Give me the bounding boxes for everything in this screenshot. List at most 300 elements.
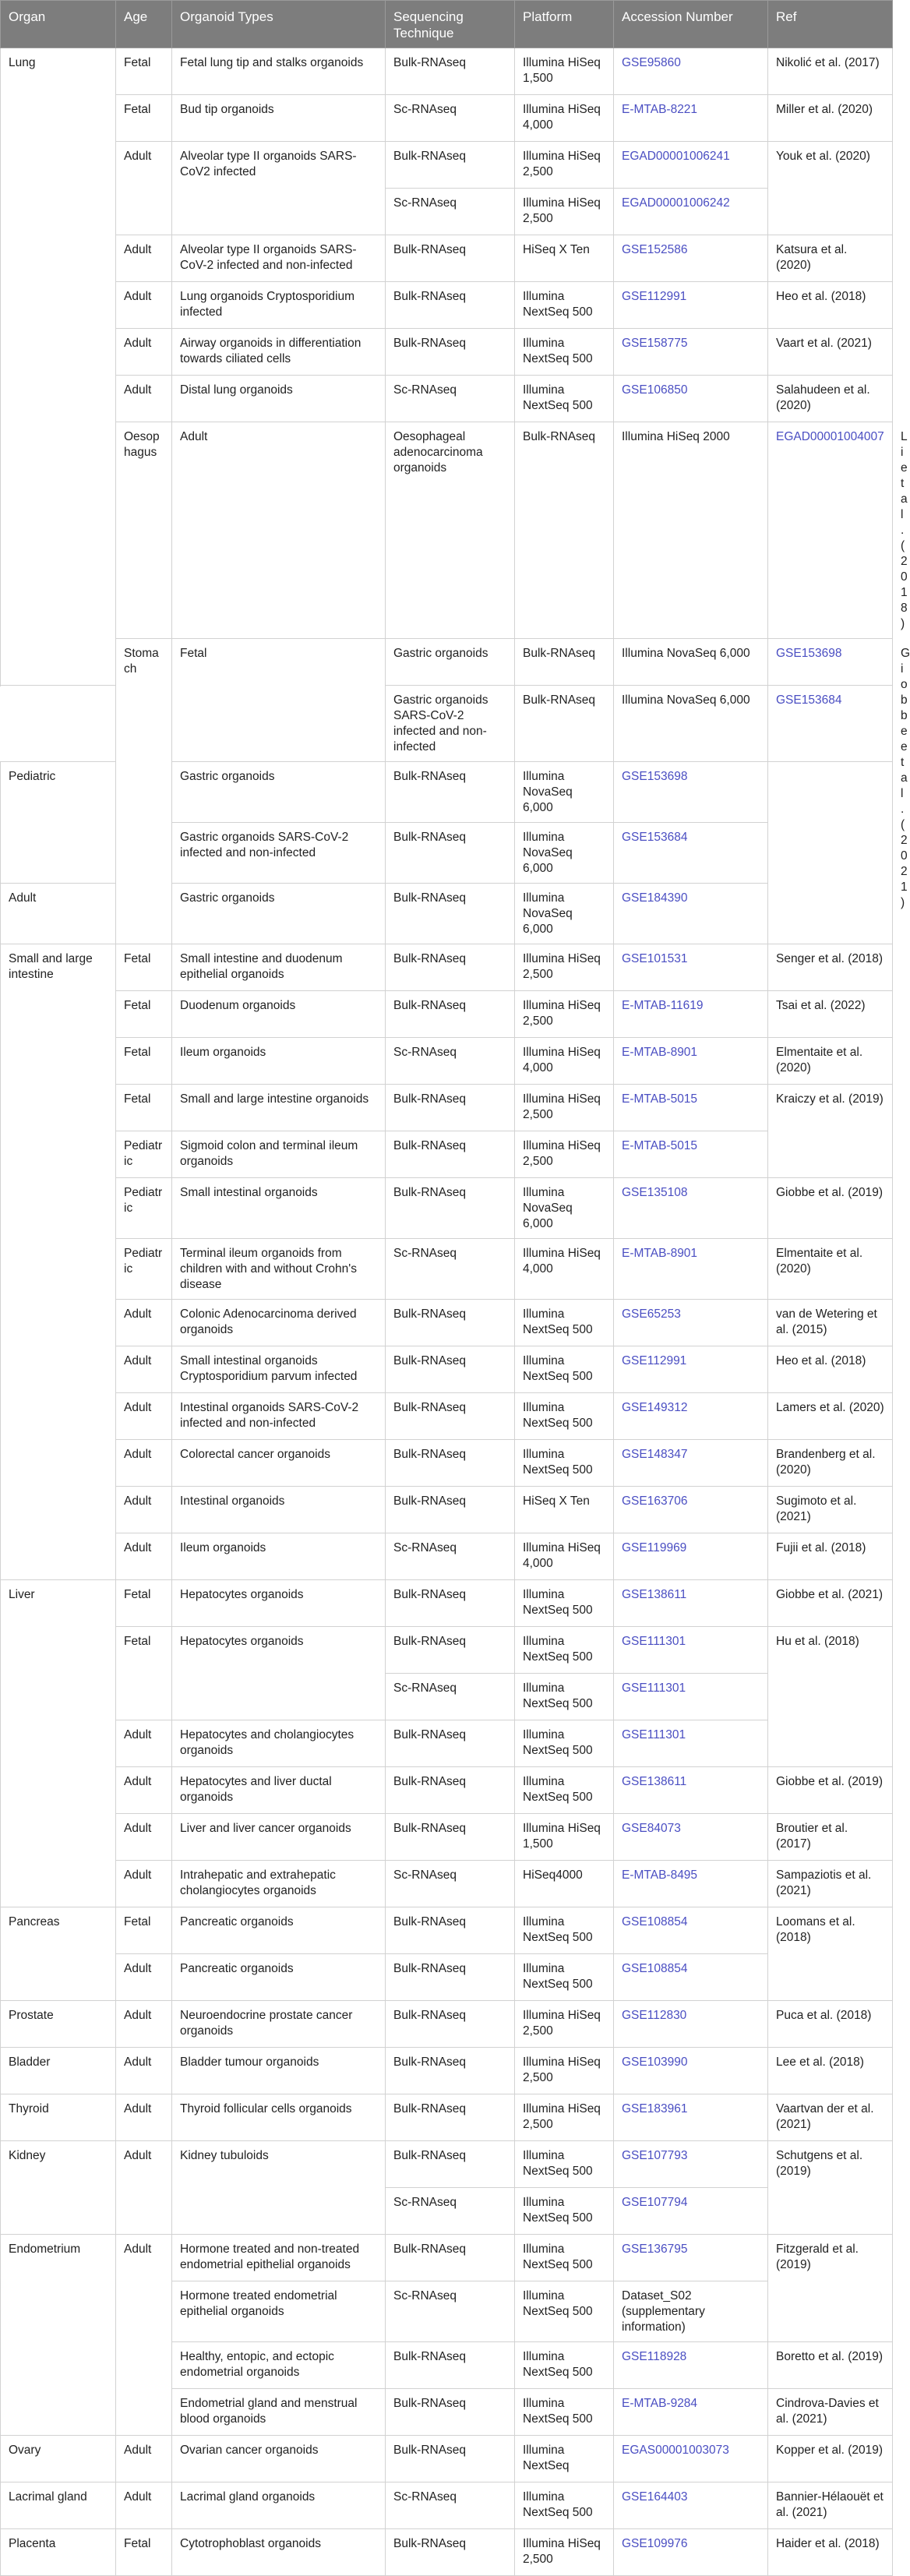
accession-link[interactable]: GSE107794: [622, 2196, 688, 2209]
accession-link[interactable]: EGAD00001004007: [776, 430, 884, 443]
sequencing-technique-cell: Bulk-RNAseq: [386, 235, 515, 282]
accession-link[interactable]: GSE138611: [622, 1588, 687, 1601]
organ-cell: Thyroid: [1, 2094, 116, 2141]
header-accession-number: Accession Number: [614, 1, 768, 48]
accession-link[interactable]: GSE108854: [622, 1962, 688, 1975]
organoid-type-cell: Small intestine and duodenum epithelial organoids: [172, 944, 386, 991]
accession-cell: [614, 1346, 768, 1393]
accession-cell: [614, 1487, 768, 1533]
accession-cell: [614, 1954, 768, 2001]
organ-cell: Stomach: [116, 639, 172, 944]
organoid-type-cell: Bud tip organoids: [172, 95, 386, 142]
organoid-type-cell: Pancreatic organoids: [172, 1954, 386, 2001]
sequencing-technique-cell: Bulk-RNAseq: [386, 142, 515, 189]
age-cell: Adult: [116, 2048, 172, 2094]
organoid-type-cell: Hormone treated endometrial epithelial organoids: [172, 2281, 386, 2342]
sequencing-technique-cell: Bulk-RNAseq: [386, 2141, 515, 2188]
age-cell: Adult: [116, 1393, 172, 1440]
accession-link[interactable]: GSE148347: [622, 1448, 688, 1461]
age-cell: Fetal: [116, 1085, 172, 1131]
sequencing-technique-cell: Bulk-RNAseq: [386, 823, 515, 884]
sequencing-technique-cell: Bulk-RNAseq: [386, 2436, 515, 2482]
sequencing-technique-cell: Bulk-RNAseq: [386, 1627, 515, 1674]
accession-cell: [614, 884, 768, 944]
age-cell: Fetal: [116, 2529, 172, 2576]
sequencing-technique-cell: Bulk-RNAseq: [386, 2001, 515, 2048]
ref-cell: Giobbe et al. (2021): [768, 1580, 893, 1627]
age-cell: Adult: [116, 1533, 172, 1580]
ref-cell: Sampaziotis et al. (2021): [768, 1861, 893, 1907]
sequencing-technique-cell: Sc-RNAseq: [386, 1861, 515, 1907]
platform-cell: Illumina NextSeq 500: [515, 1767, 614, 1814]
header-age: Age: [116, 1, 172, 48]
accession-link[interactable]: EGAD00001006241: [622, 150, 730, 163]
organ-cell: Pancreas: [1, 1907, 116, 2001]
accession-cell: [614, 2389, 768, 2436]
ref-cell: Tsai et al. (2022): [768, 991, 893, 1038]
organoid-type-cell: Healthy, entopic, and ectopic endometrial organoids: [172, 2342, 386, 2389]
ref-cell: Sugimoto et al. (2021): [768, 1487, 893, 1533]
platform-cell: Illumina NextSeq 500: [515, 1674, 614, 1720]
platform-cell: Illumina NextSeq 500: [515, 1393, 614, 1440]
accession-link[interactable]: GSE135108: [622, 1186, 688, 1199]
accession-link[interactable]: GSE152586: [622, 243, 688, 256]
accession-link[interactable]: GSE107793: [622, 2149, 688, 2162]
ref-cell: Salahudeen et al. (2020): [768, 376, 893, 422]
organ-cell: Liver: [1, 1580, 116, 1907]
organoid-type-cell: Liver and liver cancer organoids: [172, 1814, 386, 1861]
age-cell: Pediatric: [1, 762, 116, 884]
sequencing-technique-cell: Bulk-RNAseq: [515, 639, 614, 686]
sequencing-technique-cell: Bulk-RNAseq: [386, 1178, 515, 1239]
age-cell: Fetal: [116, 1580, 172, 1627]
sequencing-technique-cell: Bulk-RNAseq: [386, 282, 515, 329]
platform-cell: Illumina NextSeq 500: [515, 1954, 614, 2001]
age-cell: Adult: [116, 282, 172, 329]
platform-cell: Illumina NextSeq 500: [515, 1346, 614, 1393]
ref-cell: Boretto et al. (2019): [768, 2342, 893, 2389]
platform-cell: Illumina NextSeq 500: [515, 2482, 614, 2529]
age-cell: Fetal: [116, 95, 172, 142]
organ-cell: Placenta: [1, 2529, 116, 2576]
accession-link[interactable]: GSE153698: [622, 770, 688, 783]
ref-cell: Giobbe et al. (2019): [768, 1178, 893, 1239]
organoid-type-cell: Colorectal cancer organoids: [172, 1440, 386, 1487]
accession-link[interactable]: E-MTAB-5015: [622, 1092, 698, 1106]
ref-cell: Bannier-Hélaouët et al. (2021): [768, 2482, 893, 2529]
ref-cell: Schutgens et al. (2019): [768, 2141, 893, 2235]
header-organ: Organ: [1, 1, 116, 48]
organoid-type-cell: Hepatocytes and liver ductal organoids: [172, 1767, 386, 1814]
organoid-type-cell: Hepatocytes organoids: [172, 1580, 386, 1627]
accession-cell: [614, 1038, 768, 1085]
age-cell: Adult: [116, 1440, 172, 1487]
accession-cell: [768, 422, 893, 639]
organoid-type-cell: Bladder tumour organoids: [172, 2048, 386, 2094]
header-row: [1, 1, 893, 48]
header-platform: Platform: [515, 1, 614, 48]
organoid-type-cell: Hormone treated and non-treated endometrial epithelial organoids: [172, 2235, 386, 2281]
header-ref: Ref: [768, 1, 893, 48]
accession-link[interactable]: E-MTAB-8901: [622, 1247, 698, 1260]
accession-link[interactable]: GSE111301: [622, 1635, 686, 1648]
sequencing-technique-cell: Sc-RNAseq: [386, 1674, 515, 1720]
organoid-type-cell: Small and large intestine organoids: [172, 1085, 386, 1131]
ref-cell: Lee et al. (2018): [768, 2048, 893, 2094]
sequencing-technique-cell: Sc-RNAseq: [386, 376, 515, 422]
sequencing-technique-cell: Bulk-RNAseq: [386, 2235, 515, 2281]
organoid-type-cell: Hepatocytes and cholangiocytes organoids: [172, 1720, 386, 1767]
ref-cell: Fujii et al. (2018): [768, 1533, 893, 1580]
ref-cell: Elmentaite et al. (2020): [768, 1038, 893, 1085]
accession-link[interactable]: GSE183961: [622, 2102, 688, 2115]
accession-link[interactable]: GSE111301: [622, 1728, 686, 1741]
accession-cell: [614, 2281, 768, 2342]
organoid-type-cell: Lacrimal gland organoids: [172, 2482, 386, 2529]
accession-cell: [614, 142, 768, 189]
accession-link[interactable]: GSE158775: [622, 337, 688, 350]
platform-cell: Illumina NovaSeq 6,000: [614, 686, 768, 762]
organoid-type-cell: Endometrial gland and menstrual blood organoids: [172, 2389, 386, 2436]
sequencing-technique-cell: Sc-RNAseq: [386, 189, 515, 235]
accession-link[interactable]: GSE138611: [622, 1775, 687, 1788]
accession-link[interactable]: GSE106850: [622, 383, 688, 397]
table-body: Lung Fetal Fetal lung tip and stalks organoids Bulk-RNAseq Illumina HiSeq 1,500 GSE95860 Nikolić et al. (2017) Fetal Bud tip organoids Sc-RNAseq Illumina HiSeq 4,000 E-MTAB-8221 Miller et al. (2020) Adult Alveolar type II organoids SARS-CoV2 infected Bulk-RNAseq Illumina HiSeq 2,500 EGAD00001006241 Youk et al. (2020) Sc-RNAseq Illumina HiSeq 2,500 EGAD00001006242 Adult Alveolar type II organoids SARS-CoV-2 infected and non-infected Bulk-RNAseq HiSeq X Ten GSE152586 Katsura et al. (2020) Adult Lung organoids Cryptosporidium infected Bulk-RNAseq Illumina NextSeq 500 GSE112991 Heo et al. (2018) Adult Airway organoids in differentiation towards ciliated cells Bulk-RNAseq Illumina NextSeq 500 GSE158775 Vaart et al. (2021) Adult Distal lung organoids Sc-RNAseq Illumina NextSeq 500 GSE106850 Salahudeen et al. (2020) Oesophagus Adult Oesophageal adenocarcinoma organoids Bulk-RNAseq Illumina HiSeq 2000 EGAD00001004007 Li et al. (2018) Stomach Fetal Gastric organoids Bulk-RNAseq Illumina NovaSeq 6,000 GSE153698 Giobbe et al. (2021) Gastric organoids SARS-CoV-2 infected and non-infected Bulk-RNAseq Illumina NovaSeq 6,000 GSE153684 Pediatric Gastric organoids Bulk-RNAseq Illumina NovaSeq 6,000 GSE153698 Gastric organoids SARS-CoV-2 infected and non-infected Bulk-RNAseq Illumina NovaSeq 6,000 GSE153684 Adult Gastric organoids Bulk-RNAseq Illumina NovaSeq 6,000 GSE184390 Small and large intestine Fetal Small intestine and duodenum epithelial organoids Bulk-RNAseq Illumina HiSeq 2,500 GSE101531 Senger et al. (2018) Fetal Duodenum organoids Bulk-RNAseq Illumina HiSeq 2,500 E-MTAB-11619 Tsai et al. (2022) Fetal Ileum organoids Sc-RNAseq Illumina HiSeq 4,000 E-MTAB-8901 Elmentaite et al. (2020) Fetal Small and large intestine organoids Bulk-RNAseq Illumina HiSeq 2,500 E-MTAB-5015 Kraiczy et al. (2019) Pediatric Sigmoid colon and terminal ileum organoids Bulk-RNAseq Illumina HiSeq 2,500 E-MTAB-5015 Pediatric Small intestinal organoids Bulk-RNAseq Illumina NovaSeq 6,000 GSE135108 Giobbe et al. (2019) Pediatric Terminal ileum organoids from children with and without Crohn's disease Sc-RNAseq Illumina HiSeq 4,000 E-MTAB-8901 Elmentaite et al. (2020) Adult Colonic Adenocarcinoma derived organoids Bulk-RNAseq Illumina NextSeq 500 GSE65253 van de Wetering et al. (2015) Adult Small intestinal organoids Cryptosporidium parvum infected Bulk-RNAseq Illumina NextSeq 500 GSE112991 Heo et al. (2018) Adult Intestinal organoids SARS-CoV-2 infected and non-infected Bulk-RNAseq Illumina NextSeq 500 GSE149312 Lamers et al. (2020) Adult Colorectal cancer organoids Bulk-RNAseq Illumina NextSeq 500 GSE148347 Brandenberg et al. (2020) Adult Intestinal organoids Bulk-RNAseq HiSeq X Ten GSE163706 Sugimoto et al. (2021) Adult Ileum organoids Sc-RNAseq Illumina HiSeq 4,000 GSE119969 Fujii et al. (2018) Liver Fetal Hepatocytes organoids Bulk-RNAseq Illumina NextSeq 500 GSE138611 Giobbe et al. (2021) Fetal Hepatocytes organoids Bulk-RNAseq Illumina NextSeq 500 GSE111301 Hu et al. (2018) Sc-RNAseq Illumina NextSeq 500 GSE111301 Adult Hepatocytes and cholangiocytes organoids Bulk-RNAseq Illumina NextSeq 500 GSE111301 Adult Hepatocytes and liver ductal organoids Bulk-RNAseq Illumina NextSeq 500 GSE138611 Giobbe et al. (2019) Adult Liver and liver cancer organoids Bulk-RNAseq Illumina HiSeq 1,500 GSE84073 Broutier et al. (2017) Adult Intrahepatic and extrahepatic cholangiocytes organoids Sc-RNAseq HiSeq4000 E-MTAB-8495 Sampaziotis et al. (2021) Pancreas Fetal Pancreatic organoids Bulk-RNAseq Illumina NextSeq 500 GSE108854 Loomans et al. (2018) Adult Pancreatic organoids Bulk-RNAseq Illumina NextSeq 500 GSE108854 Prostate Adult Neuroendocrine prostate cancer organoids Bulk-RNAseq Illumina HiSeq 2,500 GSE112830 Puca et al. (2018) Bladder Adult Bladder tumour organoids Bulk-RNAseq Illumina HiSeq 2,500 GSE103990 Lee et al. (2018) Thyroid Adult Thyroid follicular cells organoids Bulk-RNAseq Illumina HiSeq 2,500 GSE183961 Vaartvan der et al. (2021) Kidney Adult Kidney tubuloids Bulk-RNAseq Illumina NextSeq 500 GSE107793 Schutgens et al. (2019) Sc-RNAseq Illumina NextSeq 500 GSE107794 Endometrium Adult Hormone treated and non-treated endometrial epithelial organoids Bulk-RNAseq Illumina NextSeq 500 GSE136795 Fitzgerald et al. (2019) Hormone treated endometrial epithelial organoids Sc-RNAseq Illumina NextSeq 500 Dataset_S02 (supplementary information) Healthy, entopic, and ectopic endometrial organoids Bulk-RNAseq Illumina NextSeq 500 GSE118928 Boretto et al. (2019) Endometrial gland and menstrual blood organoids Bulk-RNAseq Illumina NextSeq 500 E-MTAB-9284 Cindrova-Davies et al. (2021) Ovary Adult Ovarian cancer organoids Bulk-RNAseq Illumina NextSeq EGAS00001003073 Kopper et al. (2019) Lacrimal gland Adult Lacrimal gland organoids Sc-RNAseq Illumina NextSeq 500 GSE164403 Bannier-Hélaouët et al. (2021) Placenta Fetal Cytotrophoblast organoids Bulk-RNAseq Illumina HiSeq 2,500 GSE109976 Haider et al. (2018): [1, 48, 893, 2576]
organoid-type-cell: Alveolar type II organoids SARS-CoV2 infected: [172, 142, 386, 235]
accession-link[interactable]: GSE163706: [622, 1494, 688, 1508]
sequencing-technique-cell: Bulk-RNAseq: [386, 1393, 515, 1440]
accession-link[interactable]: GSE119969: [622, 1541, 687, 1554]
platform-cell: Illumina HiSeq 2,500: [515, 1131, 614, 1178]
accession-link[interactable]: E-MTAB-8495: [622, 1868, 698, 1882]
sequencing-technique-cell: Bulk-RNAseq: [386, 1346, 515, 1393]
table-header: [1, 1, 893, 48]
accession-link[interactable]: GSE84073: [622, 1822, 681, 1835]
platform-cell: Illumina HiSeq 4,000: [515, 1533, 614, 1580]
sequencing-technique-cell: Bulk-RNAseq: [386, 762, 515, 823]
organoid-type-cell: Hepatocytes organoids: [172, 1627, 386, 1720]
accession-cell: [614, 48, 768, 95]
accession-cell: [614, 762, 768, 823]
organoid-type-cell: Gastric organoids SARS-CoV-2 infected and non-infected: [172, 823, 386, 884]
accession-link[interactable]: E-MTAB-9284: [622, 2397, 698, 2410]
organ-cell: Prostate: [1, 2001, 116, 2048]
accession-link[interactable]: GSE153684: [622, 831, 688, 844]
age-cell: Adult: [116, 1814, 172, 1861]
accession-cell: [614, 282, 768, 329]
accession-link[interactable]: GSE184390: [622, 891, 688, 905]
age-cell: Pediatric: [116, 1178, 172, 1239]
platform-cell: Illumina NextSeq: [515, 2436, 614, 2482]
ref-cell: Heo et al. (2018): [768, 282, 893, 329]
accession-link[interactable]: GSE112830: [622, 2009, 687, 2022]
ref-cell: Puca et al. (2018): [768, 2001, 893, 2048]
header-sequencing-technique: Sequencing Technique: [386, 1, 515, 48]
organoid-type-cell: Fetal lung tip and stalks organoids: [172, 48, 386, 95]
sequencing-technique-cell: Bulk-RNAseq: [386, 1440, 515, 1487]
accession-cell: [614, 95, 768, 142]
ref-cell: Lamers et al. (2020): [768, 1393, 893, 1440]
organoid-type-cell: Intrahepatic and extrahepatic cholangiocytes organoids: [172, 1861, 386, 1907]
age-cell: Adult: [172, 422, 386, 639]
platform-cell: Illumina HiSeq 2,500: [515, 142, 614, 189]
organoid-type-cell: Colonic Adenocarcinoma derived organoids: [172, 1300, 386, 1346]
age-cell: Adult: [116, 235, 172, 282]
organoid-type-cell: Oesophageal adenocarcinoma organoids: [386, 422, 515, 639]
accession-link[interactable]: EGAS00001003073: [622, 2444, 729, 2457]
accession-link[interactable]: GSE109976: [622, 2537, 688, 2550]
accession-link[interactable]: GSE103990: [622, 2056, 688, 2069]
age-cell: Adult: [116, 1861, 172, 1907]
platform-cell: HiSeq X Ten: [515, 1487, 614, 1533]
ref-cell: Nikolić et al. (2017): [768, 48, 893, 95]
sequencing-technique-cell: Bulk-RNAseq: [386, 1580, 515, 1627]
sequencing-technique-cell: Bulk-RNAseq: [386, 329, 515, 376]
accession-cell: [614, 1393, 768, 1440]
accession-link[interactable]: GSE136795: [622, 2243, 688, 2256]
accession-link[interactable]: GSE149312: [622, 1401, 688, 1414]
organoid-type-cell: Small intestinal organoids Cryptosporidium parvum infected: [172, 1346, 386, 1393]
age-cell: Adult: [116, 1954, 172, 2001]
sequencing-technique-cell: Bulk-RNAseq: [386, 1907, 515, 1954]
platform-cell: Illumina NextSeq 500: [515, 2188, 614, 2235]
ref-cell: van de Wetering et al. (2015): [768, 1300, 893, 1346]
accession-cell: [768, 686, 893, 762]
platform-cell: Illumina HiSeq 1,500: [515, 1814, 614, 1861]
platform-cell: Illumina NextSeq 500: [515, 2141, 614, 2188]
accession-link[interactable]: GSE153684: [776, 693, 842, 707]
ref-cell: Broutier et al. (2017): [768, 1814, 893, 1861]
accession-cell: [614, 235, 768, 282]
platform-cell: Illumina NextSeq 500: [515, 2281, 614, 2342]
accession-cell: [614, 1178, 768, 1239]
organoid-type-cell: Gastric organoids: [386, 639, 515, 686]
platform-cell: Illumina NextSeq 500: [515, 1580, 614, 1627]
accession-cell: [614, 1085, 768, 1131]
organ-cell: Lacrimal gland: [1, 2482, 116, 2529]
sequencing-technique-cell: Bulk-RNAseq: [386, 1131, 515, 1178]
age-cell: Adult: [116, 1720, 172, 1767]
sequencing-technique-cell: Sc-RNAseq: [386, 1038, 515, 1085]
sequencing-technique-cell: Sc-RNAseq: [386, 2482, 515, 2529]
sequencing-technique-cell: Bulk-RNAseq: [386, 2529, 515, 2576]
platform-cell: Illumina NextSeq 500: [515, 1627, 614, 1674]
accession-cell: [614, 1533, 768, 1580]
platform-cell: Illumina HiSeq 2,500: [515, 2094, 614, 2141]
accession-cell: [614, 2188, 768, 2235]
organ-cell: Small and large intestine: [1, 944, 116, 1580]
organoid-type-cell: Gastric organoids: [172, 762, 386, 823]
ref-cell: Kraiczy et al. (2019): [768, 1085, 893, 1178]
accession-cell: [614, 376, 768, 422]
sequencing-technique-cell: Bulk-RNAseq: [386, 1767, 515, 1814]
platform-cell: Illumina HiSeq 4,000: [515, 1239, 614, 1300]
accession-link[interactable]: GSE153698: [776, 647, 842, 660]
organoid-type-cell: Ileum organoids: [172, 1038, 386, 1085]
accession-cell: [614, 1627, 768, 1674]
sequencing-technique-cell: Bulk-RNAseq: [386, 944, 515, 991]
ref-cell: Vaart et al. (2021): [768, 329, 893, 376]
accession-cell: [614, 1300, 768, 1346]
platform-cell: Illumina HiSeq 2,500: [515, 944, 614, 991]
sequencing-technique-cell: Bulk-RNAseq: [386, 1720, 515, 1767]
accession-cell: [614, 823, 768, 884]
platform-cell: Illumina HiSeq 2,500: [515, 2529, 614, 2576]
age-cell: Fetal: [116, 1627, 172, 1720]
accession-link[interactable]: E-MTAB-8221: [622, 103, 698, 116]
accession-link[interactable]: E-MTAB-5015: [622, 1139, 698, 1152]
organ-cell: Kidney: [1, 2141, 116, 2235]
age-cell: Adult: [116, 1487, 172, 1533]
age-cell: Pediatric: [116, 1239, 172, 1300]
sequencing-technique-cell: Sc-RNAseq: [386, 2188, 515, 2235]
accession-cell: [614, 2482, 768, 2529]
age-cell: Fetal: [116, 944, 172, 991]
accession-link[interactable]: GSE112991: [622, 290, 687, 303]
accession-link[interactable]: E-MTAB-8901: [622, 1046, 698, 1059]
organoid-type-cell: Pancreatic organoids: [172, 1907, 386, 1954]
ref-cell: Hu et al. (2018): [768, 1627, 893, 1767]
accession-cell: [614, 1580, 768, 1627]
platform-cell: Illumina HiSeq 2000: [614, 422, 768, 639]
accession-link[interactable]: GSE65253: [622, 1307, 681, 1321]
accession-cell: [614, 2094, 768, 2141]
accession-cell: [614, 1674, 768, 1720]
platform-cell: Illumina NovaSeq 6,000: [515, 884, 614, 944]
organoid-type-cell: Duodenum organoids: [172, 991, 386, 1038]
accession-link[interactable]: EGAD00001006242: [622, 196, 730, 210]
accession-cell: [614, 944, 768, 991]
age-cell: Adult: [116, 2436, 172, 2482]
platform-cell: HiSeq X Ten: [515, 235, 614, 282]
accession-cell: [614, 2235, 768, 2281]
accession-link[interactable]: GSE101531: [622, 952, 688, 965]
sequencing-technique-cell: Sc-RNAseq: [386, 95, 515, 142]
sequencing-technique-cell: Sc-RNAseq: [386, 2281, 515, 2342]
age-cell: Adult: [116, 142, 172, 235]
platform-cell: Illumina HiSeq 2,500: [515, 991, 614, 1038]
platform-cell: Illumina NovaSeq 6,000: [515, 823, 614, 884]
ref-cell: Vaartvan der et al. (2021): [768, 2094, 893, 2141]
ref-cell: Kopper et al. (2019): [768, 2436, 893, 2482]
organoid-type-cell: Terminal ileum organoids from children with and without Crohn's disease: [172, 1239, 386, 1300]
accession-link[interactable]: GSE111301: [622, 1681, 686, 1695]
sequencing-technique-cell: Bulk-RNAseq: [515, 422, 614, 639]
ref-cell: Senger et al. (2018): [768, 944, 893, 991]
age-cell: Adult: [1, 884, 116, 944]
ref-cell: Loomans et al. (2018): [768, 1907, 893, 2001]
organoid-type-cell: Sigmoid colon and terminal ileum organoids: [172, 1131, 386, 1178]
age-cell: Fetal: [116, 48, 172, 95]
age-cell: Fetal: [172, 639, 386, 762]
age-cell: Adult: [116, 2094, 172, 2141]
organoid-type-cell: Distal lung organoids: [172, 376, 386, 422]
accession-cell: [614, 2529, 768, 2576]
accession-link[interactable]: GSE118928: [622, 2350, 687, 2363]
sequencing-technique-cell: Bulk-RNAseq: [386, 884, 515, 944]
platform-cell: Illumina NextSeq 500: [515, 282, 614, 329]
ref-cell: Elmentaite et al. (2020): [768, 1239, 893, 1300]
accession-cell: [614, 2342, 768, 2389]
accession-cell: [614, 1767, 768, 1814]
accession-cell: [614, 2141, 768, 2188]
age-cell: Adult: [116, 1767, 172, 1814]
sequencing-technique-cell: Bulk-RNAseq: [386, 2342, 515, 2389]
sequencing-technique-cell: Bulk-RNAseq: [515, 686, 614, 762]
organoid-type-cell: Gastric organoids SARS-CoV-2 infected and non-infected: [386, 686, 515, 762]
accession-cell: [614, 189, 768, 235]
accession-cell: [614, 1814, 768, 1861]
sequencing-technique-cell: Sc-RNAseq: [386, 1533, 515, 1580]
accession-link[interactable]: GSE112991: [622, 1354, 687, 1367]
sequencing-technique-cell: Bulk-RNAseq: [386, 1300, 515, 1346]
organoid-type-cell: Alveolar type II organoids SARS-CoV-2 infected and non-infected: [172, 235, 386, 282]
platform-cell: Illumina NextSeq 500: [515, 2235, 614, 2281]
platform-cell: Illumina NovaSeq 6,000: [515, 1178, 614, 1239]
organoid-type-cell: Small intestinal organoids: [172, 1178, 386, 1239]
accession-cell: [768, 639, 893, 686]
organoid-type-cell: Intestinal organoids SARS-CoV-2 infected and non-infected: [172, 1393, 386, 1440]
platform-cell: Illumina HiSeq 2,500: [515, 2001, 614, 2048]
platform-cell: Illumina HiSeq 4,000: [515, 1038, 614, 1085]
platform-cell: Illumina NextSeq 500: [515, 376, 614, 422]
age-cell: Pediatric: [116, 1131, 172, 1178]
accession-link[interactable]: GSE164403: [622, 2490, 688, 2504]
platform-cell: Illumina NextSeq 500: [515, 1440, 614, 1487]
platform-cell: HiSeq4000: [515, 1861, 614, 1907]
sequencing-technique-cell: Sc-RNAseq: [386, 1239, 515, 1300]
sequencing-technique-cell: Bulk-RNAseq: [386, 48, 515, 95]
organ-cell: Bladder: [1, 2048, 116, 2094]
age-cell: Adult: [116, 2141, 172, 2235]
organoid-type-cell: Gastric organoids: [172, 884, 386, 944]
age-cell: Adult: [116, 1346, 172, 1393]
organ-cell: Lung: [1, 48, 116, 686]
accession-link[interactable]: GSE108854: [622, 1915, 688, 1928]
ref-cell: Miller et al. (2020): [768, 95, 893, 142]
platform-cell: Illumina HiSeq 4,000: [515, 95, 614, 142]
ref-cell: Youk et al. (2020): [768, 142, 893, 235]
age-cell: Fetal: [116, 991, 172, 1038]
organoid-type-cell: Airway organoids in differentiation towards ciliated cells: [172, 329, 386, 376]
ref-cell: Katsura et al. (2020): [768, 235, 893, 282]
age-cell: Adult: [116, 329, 172, 376]
ref-cell: Brandenberg et al. (2020): [768, 1440, 893, 1487]
accession-cell: [614, 1131, 768, 1178]
organoid-type-cell: Kidney tubuloids: [172, 2141, 386, 2235]
sequencing-technique-cell: Bulk-RNAseq: [386, 1085, 515, 1131]
age-cell: Adult: [116, 376, 172, 422]
sequencing-technique-cell: Bulk-RNAseq: [386, 2048, 515, 2094]
platform-cell: Illumina HiSeq 2,500: [515, 1085, 614, 1131]
accession-cell: [614, 1861, 768, 1907]
sequencing-technique-cell: Bulk-RNAseq: [386, 1814, 515, 1861]
sequencing-technique-cell: Bulk-RNAseq: [386, 1487, 515, 1533]
organoid-type-cell: Cytotrophoblast organoids: [172, 2529, 386, 2576]
accession-link[interactable]: E-MTAB-11619: [622, 999, 704, 1012]
accession-link[interactable]: GSE95860: [622, 56, 681, 69]
ref-cell: Giobbe et al. (2019): [768, 1767, 893, 1814]
accession-cell: [614, 2048, 768, 2094]
ref-cell: Cindrova-Davies et al. (2021): [768, 2389, 893, 2436]
age-cell: Fetal: [116, 1038, 172, 1085]
age-cell: Adult: [116, 2001, 172, 2048]
platform-cell: Illumina NextSeq 500: [515, 1300, 614, 1346]
accession-cell: [614, 2436, 768, 2482]
organoid-type-cell: Thyroid follicular cells organoids: [172, 2094, 386, 2141]
sequencing-technique-cell: Bulk-RNAseq: [386, 2389, 515, 2436]
accession-cell: [614, 1440, 768, 1487]
